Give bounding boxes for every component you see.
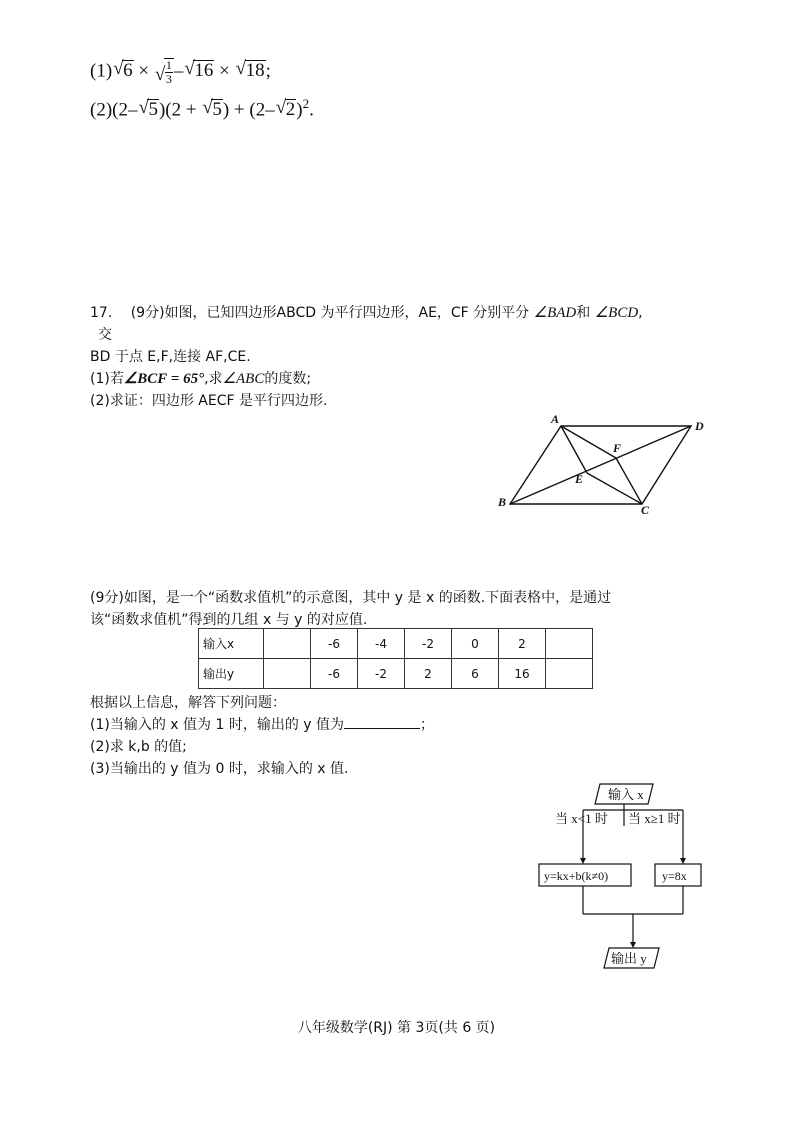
label-d: D bbox=[695, 419, 704, 433]
table-row-input bbox=[199, 629, 593, 659]
table-cell: -2 bbox=[405, 629, 452, 659]
times-sign: × bbox=[138, 60, 150, 82]
table-cell bbox=[546, 629, 593, 659]
q18-subquestions bbox=[90, 692, 730, 780]
flow-cond-right: 当 x≥1 时 bbox=[628, 811, 681, 826]
function-machine-flowchart bbox=[535, 782, 715, 972]
calc-1-label: (1) bbox=[90, 60, 113, 82]
comma: , bbox=[638, 305, 643, 321]
sqrt-18: √ 18 bbox=[235, 58, 265, 82]
q18-line-1: (9分)如图，是一个“函数求值机”的示意图，其中 y 是 x 的函数.下面表格中，是通过 bbox=[90, 590, 612, 606]
radicand: 6 bbox=[123, 60, 133, 82]
sqrt-5b: √ 5 bbox=[202, 97, 222, 121]
sub1-post: 的度数; bbox=[264, 371, 312, 387]
label-b: B bbox=[498, 495, 507, 509]
table-cell: 2 bbox=[405, 659, 452, 689]
q17-sub-2: (2)求证：四边形 AECF 是平行四边形. bbox=[90, 393, 328, 409]
flow-cond-left: 当 x<1 时 bbox=[555, 811, 608, 826]
minus-sign: – bbox=[173, 60, 184, 82]
arrow-head bbox=[580, 858, 586, 864]
angle-abc: ∠ABC bbox=[222, 371, 265, 387]
angle-bcf-value: ∠BCF = 65° bbox=[123, 371, 205, 387]
q17-line-2: BD 于点 E,F,连接 AF,CE. bbox=[90, 349, 251, 365]
table-cell bbox=[546, 659, 593, 689]
sqrt-frac: √ $\frac{1}{3}$ bbox=[154, 58, 172, 86]
q18-sub-2: (2)求 k,b 的值; bbox=[90, 739, 187, 755]
q17-line-1 bbox=[90, 302, 730, 324]
sub1-post: ； bbox=[420, 717, 435, 733]
times-sign: × bbox=[219, 60, 230, 82]
period: . bbox=[309, 99, 314, 121]
value-table bbox=[198, 628, 593, 689]
radicand: 5 bbox=[148, 99, 158, 121]
table-cell: 16 bbox=[499, 659, 546, 689]
sub1-pre: (1)若 bbox=[90, 371, 124, 387]
table-header-output: 输出y bbox=[199, 659, 264, 689]
table-row-output bbox=[199, 659, 593, 689]
angle-bcd: ∠BCD bbox=[594, 305, 639, 321]
sqrt-6: √ 6 bbox=[113, 58, 133, 82]
arrow-head bbox=[680, 858, 686, 864]
exponent: 2 bbox=[302, 96, 310, 111]
calc-2-mid: )(2 + bbox=[158, 99, 197, 121]
q18-sub-3: (3)当输出的 y 值为 0 时，求输入的 x 值. bbox=[90, 761, 349, 777]
parallelogram-figure bbox=[490, 410, 720, 520]
q17-text bbox=[90, 302, 730, 412]
and-text: 和 bbox=[576, 305, 591, 321]
q17-sub-1 bbox=[90, 368, 730, 390]
flow-box-right-label: y=8x bbox=[662, 869, 687, 883]
table-cell: 0 bbox=[452, 629, 499, 659]
calc-2-label: (2)(2– bbox=[90, 99, 138, 121]
table-cell: -6 bbox=[311, 659, 358, 689]
label-e: E bbox=[575, 472, 584, 486]
arrow-head bbox=[630, 942, 636, 948]
angle-bad: ∠BAD bbox=[533, 305, 577, 321]
q18-prompt: 根据以上信息，解答下列问题： bbox=[90, 695, 286, 711]
flow-box-left-label: y=kx+b(k≠0) bbox=[544, 869, 609, 883]
radicand: 16 bbox=[194, 60, 214, 82]
table-header-input: 输入x bbox=[199, 629, 264, 659]
page-footer: 八年级数学(RJ) 第 3页(共 6 页) bbox=[297, 1020, 496, 1036]
semicolon: ; bbox=[265, 60, 271, 82]
table-cell: 2 bbox=[499, 629, 546, 659]
label-a: A bbox=[551, 412, 560, 426]
frac-den: 3 bbox=[165, 71, 172, 86]
radicand: 2 bbox=[285, 99, 296, 121]
sub1-mid: ,求 bbox=[204, 371, 223, 387]
frac-num: 1 bbox=[165, 58, 172, 72]
calc-2-mid2: ) + (2– bbox=[222, 99, 275, 121]
table-cell bbox=[264, 629, 311, 659]
table-cell bbox=[264, 659, 311, 689]
label-c: C bbox=[641, 503, 650, 517]
table-cell: -6 bbox=[311, 629, 358, 659]
radicand: 18 bbox=[245, 60, 265, 82]
q17-line-1b: 交 bbox=[98, 327, 112, 343]
answer-blank[interactable] bbox=[344, 714, 420, 729]
sqrt-16: √ 16 bbox=[184, 58, 214, 82]
table-cell: -4 bbox=[358, 629, 405, 659]
sqrt-2: √ 2 bbox=[275, 97, 296, 121]
sub1-pre: (1)当输入的 x 值为 1 时，输出的 y 值为 bbox=[90, 717, 345, 733]
sqrt-5: √ 5 bbox=[138, 97, 158, 121]
q18-text bbox=[90, 587, 730, 631]
q17-stem: 17. (9分)如图，已知四边形ABCD 为平行四边形，AE，CF 分别平分 bbox=[90, 305, 530, 321]
q18-line-2: 该“函数求值机”得到的几组 x 与 y 的对应值. bbox=[90, 612, 368, 628]
diagonal-bd bbox=[510, 426, 691, 504]
q18-sub-1 bbox=[90, 714, 730, 736]
radicand: 5 bbox=[212, 99, 222, 121]
calc-line-2 bbox=[90, 96, 314, 126]
table-cell: -2 bbox=[358, 659, 405, 689]
table-cell: 6 bbox=[452, 659, 499, 689]
calc-line-1 bbox=[90, 58, 271, 92]
close-paren: ) bbox=[296, 99, 303, 121]
flow-input-label: 输入 x bbox=[608, 787, 644, 802]
label-f: F bbox=[613, 441, 622, 455]
flow-output-label: 输出 y bbox=[611, 951, 647, 966]
